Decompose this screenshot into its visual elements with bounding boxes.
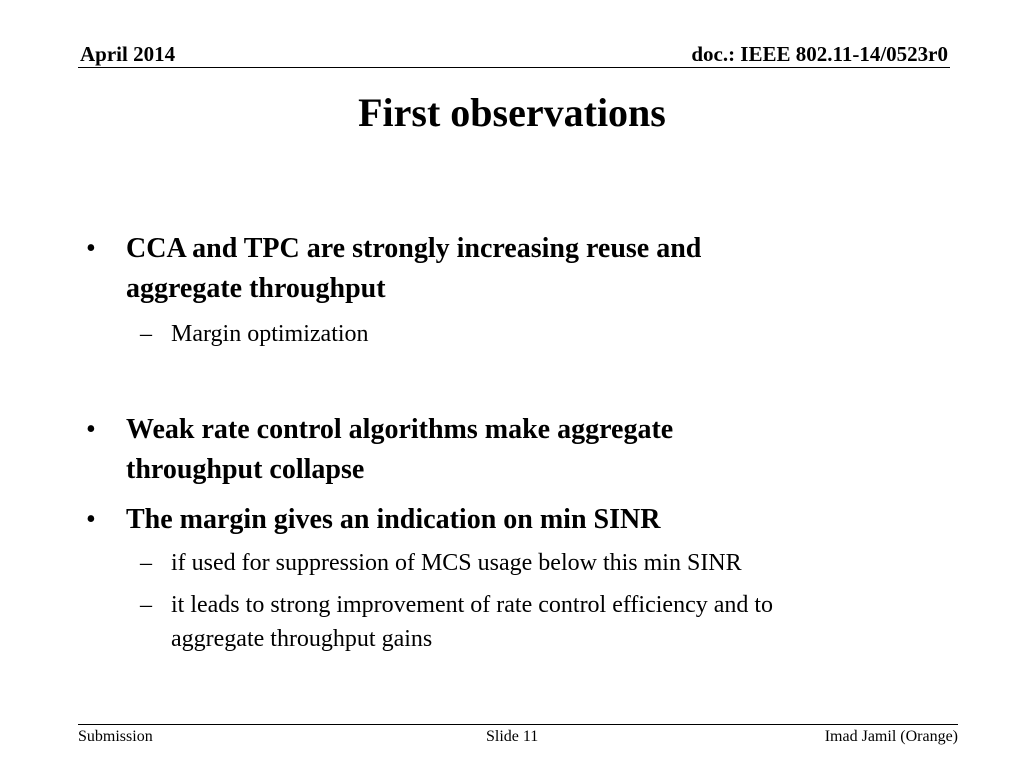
footer-slide-number: Slide 11 (486, 728, 539, 745)
bullet-text (126, 229, 886, 309)
bullet-marker: • (86, 414, 96, 445)
footer-divider (78, 724, 958, 725)
sub-bullet-marker: – (140, 592, 152, 618)
bullet-marker: • (86, 504, 96, 535)
sub-bullet-marker: – (140, 321, 152, 347)
bullet-line: Weak rate control algorithms make aggregate (126, 414, 674, 445)
sub-bullet-text (171, 588, 911, 656)
footer-submission: Submission (78, 728, 153, 745)
sub-bullet-line: aggregate throughput gains (171, 626, 433, 652)
sub-bullet-text (171, 317, 911, 351)
bullet-text (126, 500, 886, 540)
sub-bullet-text (171, 546, 911, 580)
sub-bullet-marker: – (140, 550, 152, 576)
bullet-line: aggregate throughput (126, 273, 386, 304)
header-doc-id: doc.: IEEE 802.11-14/0523r0 (691, 42, 948, 66)
slide-title: First observations (358, 90, 666, 135)
sub-bullet-line: Margin optimization (171, 321, 369, 347)
bullet-line: throughput collapse (126, 454, 365, 485)
bullet-marker: • (86, 233, 96, 264)
bullet-text (126, 410, 886, 490)
sub-bullet-line: if used for suppression of MCS usage below this min SINR (171, 550, 742, 576)
sub-bullet-line: it leads to strong improvement of rate control efficiency and to (171, 592, 774, 618)
footer-author: Imad Jamil (Orange) (824, 728, 958, 745)
bullet-line: The margin gives an indication on min SINR (126, 504, 661, 535)
header-date: April 2014 (80, 42, 176, 66)
bullet-line: CCA and TPC are strongly increasing reuse and (126, 233, 702, 264)
